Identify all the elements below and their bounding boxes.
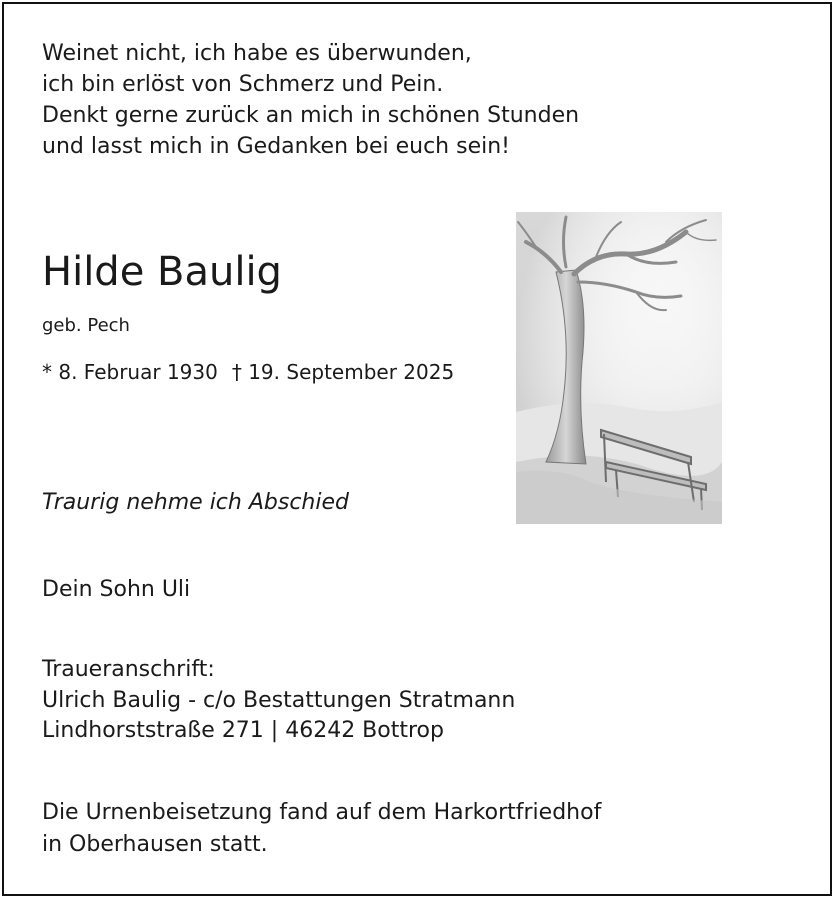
address-line: Lindhorststraße 271 | 46242 Bottrop — [42, 718, 444, 743]
tree-bench-illustration-icon — [516, 212, 722, 524]
burial-note-line: in Oberhausen statt. — [42, 832, 268, 857]
farewell-text: Traurig nehme ich Abschied — [42, 490, 349, 515]
address-label: Traueranschrift: — [42, 657, 215, 682]
birth-date: 8. Februar 1930 — [58, 360, 218, 384]
life-dates — [42, 358, 454, 386]
mourning-address — [42, 655, 515, 747]
poem-line: und lasst mich in Gedanken bei euch sein! — [42, 134, 510, 159]
death-symbol: † — [231, 360, 242, 384]
deceased-name: Hilde Baulig — [42, 249, 282, 295]
birth-symbol: * — [42, 360, 52, 384]
poem-line: Denkt gerne zurück an mich in schönen Stunden — [42, 103, 580, 128]
poem-line: ich bin erlöst von Schmerz und Pein. — [42, 72, 444, 97]
burial-note — [42, 797, 601, 861]
maiden-name: geb. Pech — [42, 315, 130, 336]
signature: Dein Sohn Uli — [42, 577, 191, 602]
poem-line: Weinet nicht, ich habe es überwunden, — [42, 41, 472, 66]
address-line: Ulrich Baulig - c/o Bestattungen Stratmann — [42, 687, 516, 713]
burial-note-line: Die Urnenbeisetzung fand auf dem Harkortfriedhof — [42, 800, 602, 825]
poem — [42, 38, 579, 162]
death-date: 19. September 2025 — [248, 360, 455, 384]
